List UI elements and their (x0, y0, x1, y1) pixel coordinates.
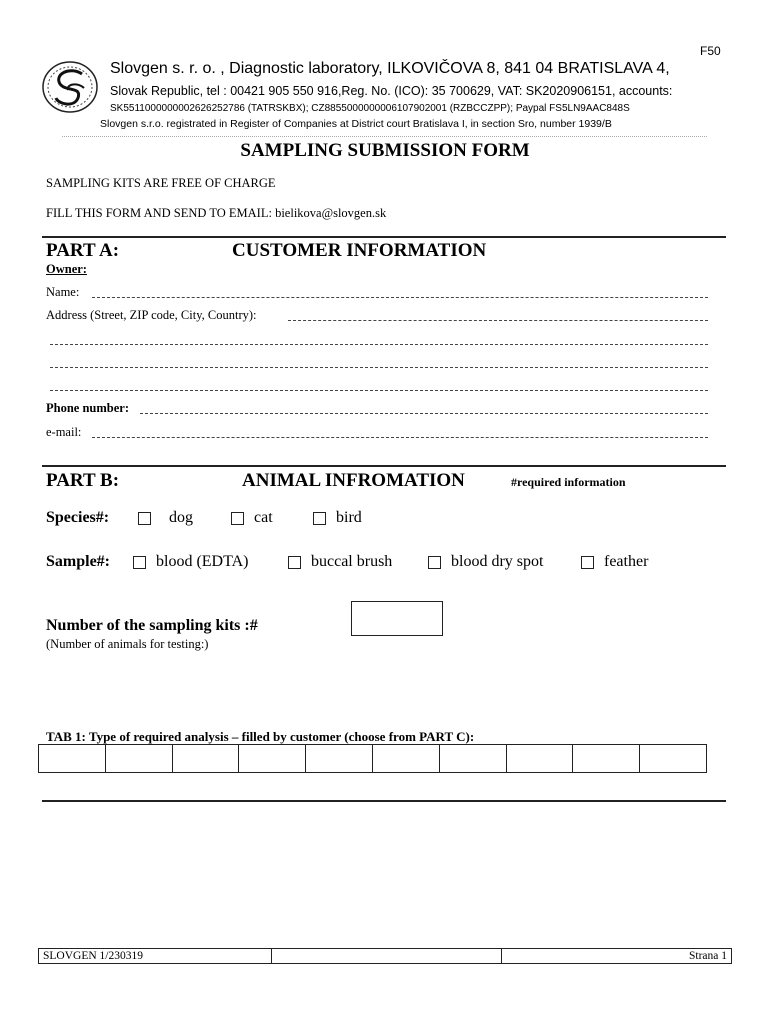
register-line: Slovgen s.r.o. registrated in Register of Companies at District court Bratislava I, in section Sro, number 1939/B (100, 118, 612, 130)
analysis-cell-8[interactable] (506, 745, 573, 773)
table-row (39, 745, 707, 773)
form-code: F50 (700, 44, 721, 58)
kits-label: Number of the sampling kits :# (46, 617, 258, 634)
part-b-label: PART B: (46, 470, 120, 491)
checkbox-buccal-brush[interactable] (288, 556, 301, 569)
name-field[interactable] (92, 297, 708, 298)
address-label: Address (Street, ZIP code, City, Country): (46, 308, 257, 322)
email-label: e-mail: (46, 425, 82, 439)
phone-field[interactable] (140, 413, 708, 414)
checkbox-dog[interactable] (138, 512, 151, 525)
sample-option-label: buccal brush (311, 553, 393, 570)
name-label: Name: (46, 285, 80, 299)
species-option-bird[interactable] (313, 509, 362, 527)
species-option-cat[interactable] (231, 509, 273, 527)
species-option-label: dog (169, 509, 193, 526)
sample-option-blood-edta[interactable] (133, 553, 248, 571)
species-option-dog[interactable] (138, 509, 193, 527)
sample-option-feather[interactable] (581, 553, 648, 571)
footer-middle (272, 949, 502, 964)
phone-label: Phone number: (46, 401, 129, 415)
address-field-line-3[interactable] (50, 367, 708, 368)
sample-label: Sample#: (46, 553, 110, 570)
sample-option-blood-dry-spot[interactable] (428, 553, 543, 571)
footer-page: Strana 1 (502, 949, 732, 964)
send-note: FILL THIS FORM AND SEND TO EMAIL: bielikova@slovgen.sk (46, 206, 387, 220)
analysis-cell-5[interactable] (306, 745, 373, 773)
address-field[interactable] (288, 320, 708, 321)
species-option-label: bird (336, 509, 362, 526)
part-a-rule (42, 236, 726, 238)
analysis-cell-9[interactable] (573, 745, 640, 773)
analysis-cell-6[interactable] (372, 745, 439, 773)
contact-line: Slovak Republic, tel : 00421 905 550 916,Reg. No. (ICO): 35 700629, VAT: SK2020906151, accounts: (110, 84, 673, 98)
checkbox-bird[interactable] (313, 512, 326, 525)
header-divider (62, 136, 707, 137)
analysis-cell-2[interactable] (105, 745, 172, 773)
email-field[interactable] (92, 437, 708, 438)
kits-note: (Number of animals for testing:) (46, 637, 209, 651)
sample-option-buccal-brush[interactable] (288, 553, 392, 571)
checkbox-feather[interactable] (581, 556, 594, 569)
footer-code: SLOVGEN 1/230319 (39, 949, 272, 964)
required-note: #required information (511, 475, 626, 489)
analysis-cell-7[interactable] (439, 745, 506, 773)
kits-count-input[interactable] (351, 601, 443, 636)
part-b-rule (42, 465, 726, 467)
sample-option-label: feather (604, 553, 649, 570)
species-option-label: cat (254, 509, 273, 526)
analysis-cell-4[interactable] (239, 745, 306, 773)
checkbox-cat[interactable] (231, 512, 244, 525)
analysis-cell-3[interactable] (172, 745, 239, 773)
sample-option-label: blood (EDTA) (156, 553, 249, 570)
table-row (39, 949, 732, 964)
address-field-line-2[interactable] (50, 344, 708, 345)
analysis-cell-10[interactable] (640, 745, 707, 773)
checkbox-blood-dry-spot[interactable] (428, 556, 441, 569)
species-label: Species#: (46, 509, 110, 526)
owner-label: Owner: (46, 262, 87, 276)
form-title: SAMPLING SUBMISSION FORM (240, 140, 530, 161)
company-line: Slovgen s. r. o. , Diagnostic laboratory, ILKOVIČOVA 8, 841 04 BRATISLAVA 4, (110, 60, 670, 77)
free-note: SAMPLING KITS ARE FREE OF CHARGE (46, 176, 276, 190)
slovgen-logo-icon (40, 58, 100, 116)
accounts-line: SK5511000000002626252786 (TATRSKBX); CZ8855000000006107902001 (RZBCCZPP); Paypal FS5LN9AAC848S (110, 103, 630, 114)
part-b-heading: ANIMAL INFROMATION (242, 470, 465, 491)
analysis-table (38, 744, 707, 773)
tab1-caption: TAB 1: Type of required analysis – filled by customer (choose from PART C): (46, 729, 475, 744)
address-field-line-4[interactable] (50, 390, 708, 391)
part-a-heading: CUSTOMER INFORMATION (232, 240, 487, 261)
bottom-rule (42, 800, 726, 802)
sample-option-label: blood dry spot (451, 553, 544, 570)
analysis-cell-1[interactable] (39, 745, 106, 773)
checkbox-blood-edta[interactable] (133, 556, 146, 569)
footer-table (38, 948, 732, 964)
part-a-label: PART A: (46, 240, 120, 261)
